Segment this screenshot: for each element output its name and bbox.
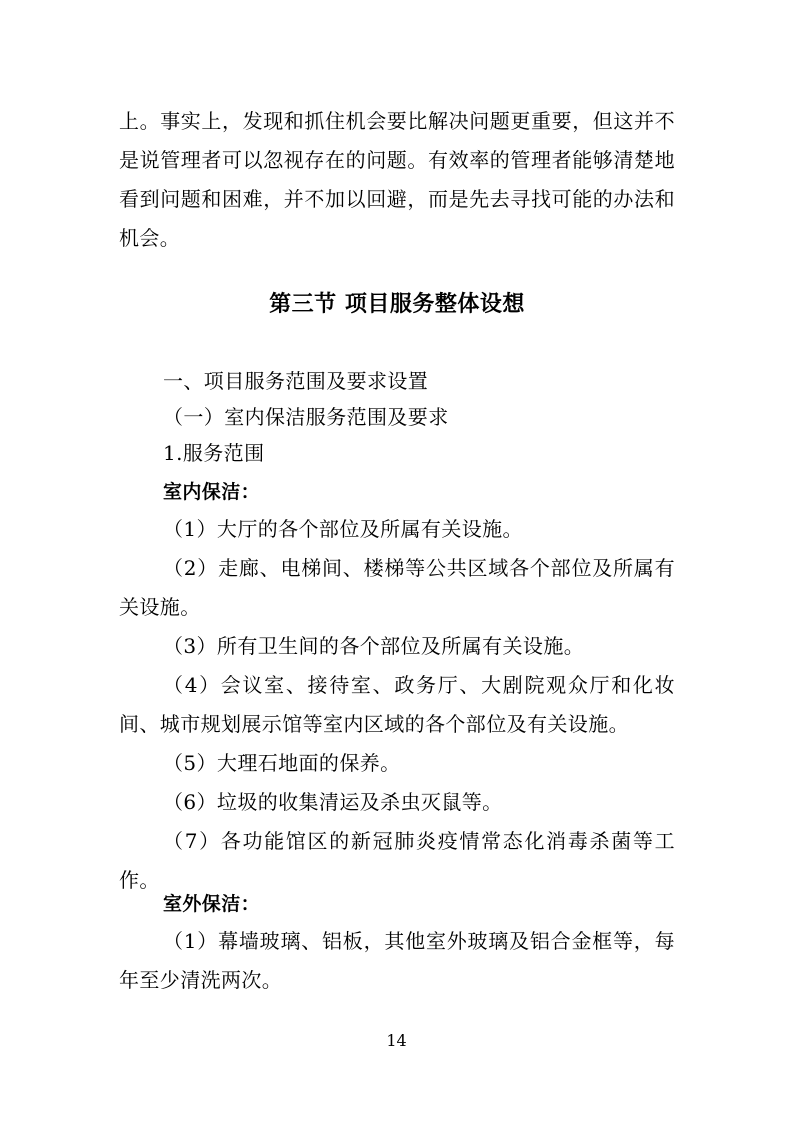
- indoor-item-6: （6）垃圾的收集清运及杀虫灭鼠等。: [163, 790, 503, 814]
- indoor-item-5: （5）大理石地面的保养。: [163, 751, 401, 775]
- intro-paragraph: 上。事实上，发现和抓住机会要比解决问题更重要，但这并不是说管理者可以忽视存在的问题。有效率的管理者能够清楚地看到问题和困难，并不加以回避，而是先去寻找可能的办法和机会。: [119, 109, 675, 250]
- indoor-item-7: （7）各功能馆区的新冠肺炎疫情常态化消毒杀菌等工作。: [119, 829, 675, 892]
- indoor-item-1: （1）大厅的各个部位及所属有关设施。: [163, 517, 523, 541]
- outdoor-label: 室外保洁：: [163, 893, 261, 915]
- heading-level2: （一）室内保洁服务范围及要求: [163, 405, 449, 429]
- outdoor-item-1: （1）幕墙玻璃、铝板，其他室外玻璃及铝合金框等，每年至少清洗两次。: [119, 929, 675, 992]
- heading-level3: 1.服务范围: [163, 441, 265, 465]
- page-number: 14: [386, 1031, 407, 1050]
- indoor-label: 室内保洁：: [163, 481, 261, 503]
- indoor-item-2: （2）走廊、电梯间、楼梯等公共区域各个部位及所属有关设施。: [119, 556, 675, 619]
- heading-level1: 一、项目服务范围及要求设置: [163, 369, 429, 393]
- indoor-item-3: （3）所有卫生间的各个部位及所属有关设施。: [163, 634, 585, 658]
- section-title: 第三节 项目服务整体设想: [269, 292, 525, 317]
- indoor-item-4: （4）会议室、接待室、政务厅、大剧院观众厅和化妆间、城市规划展示馆等室内区域的各个部位及有关设施。: [119, 673, 675, 736]
